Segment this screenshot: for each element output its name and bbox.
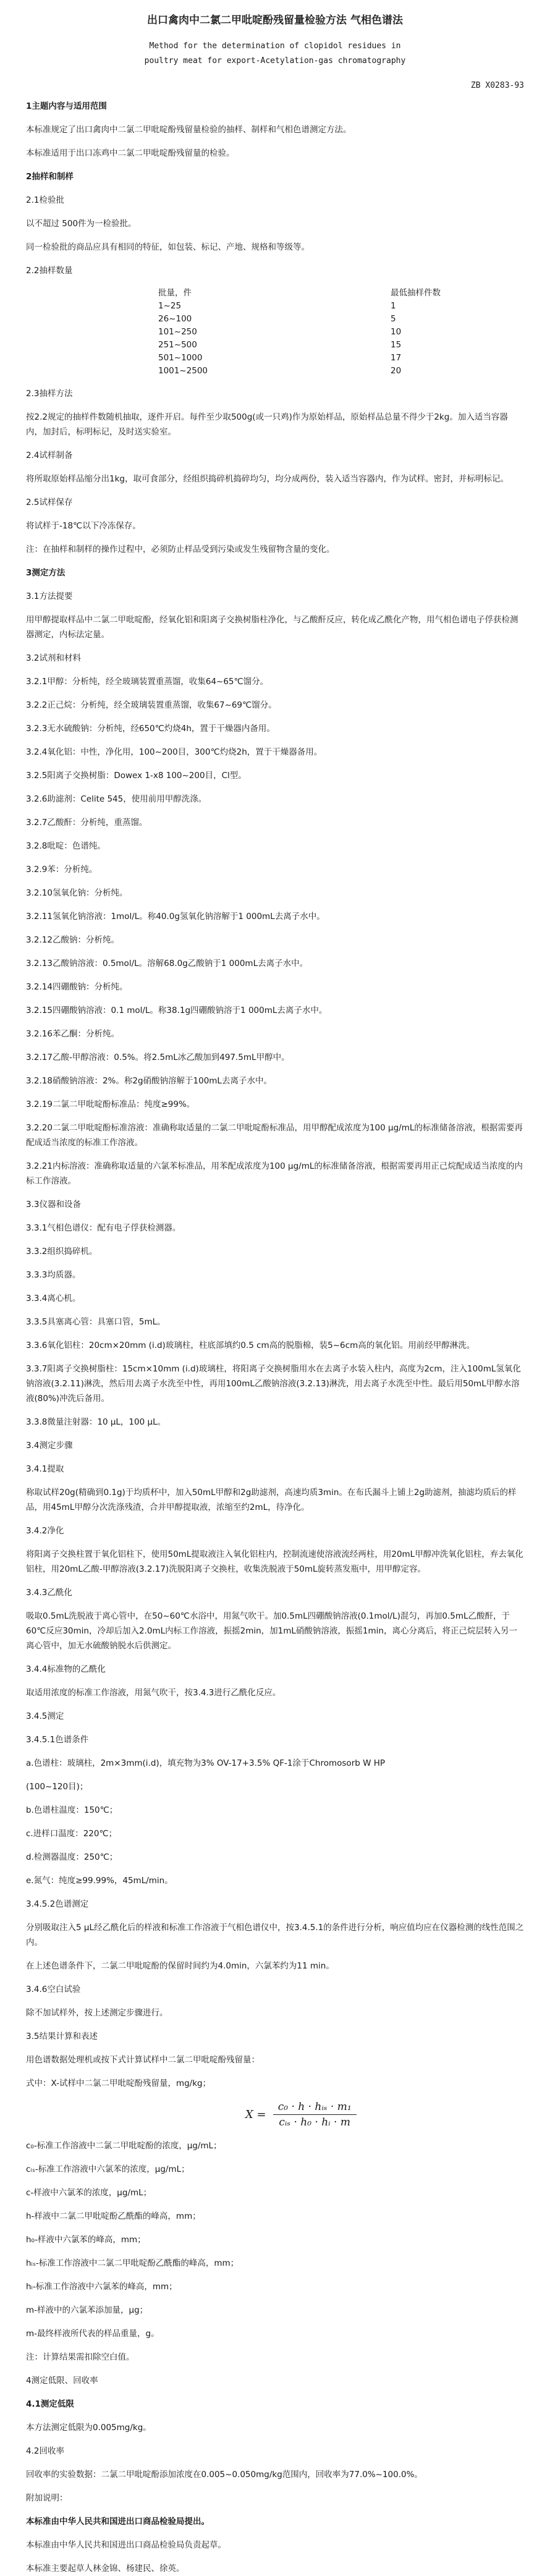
table-cell: 101~250 (158, 327, 197, 337)
variable-definition: hᵢ-标准工作溶液中六氯苯的峰高，mm； (26, 2282, 177, 2292)
paragraph: 以不超过 500件为一检验批。 (26, 219, 137, 229)
reagent-item: 3.2.4氧化铝：中性，净化用，100~200目，300℃灼烧2h，置于干燥器备用。 (26, 747, 323, 757)
reagent-item: 3.2.1甲醇：分析纯，经全玻璃装置重蒸馏，收集64~65℃馏分。 (26, 677, 269, 687)
table-header-row (156, 287, 443, 300)
table-row (156, 313, 443, 326)
reagent-item: 3.2.20二氯二甲吡啶酚标准溶液：准确称取适量的二氯二甲吡啶酚标准品，用甲醇配成浓度为100 μg/mL的标准储备溶液，根据需要再配成适当浓度的标准工作溶液。 (26, 1123, 523, 1148)
paragraph: 3.5结果计算和表述 (26, 2032, 98, 2041)
condition-item: 3.4.5.2色谱测定 (26, 1899, 89, 1909)
formula-denominator: cᵢₛ · h₀ · hᵢ · m (279, 2116, 350, 2129)
paragraph: 同一检验批的商品应具有相同的特征，如包装、标记、产地、规格和等级等。 (26, 242, 310, 252)
variable-definition: cᵢₛ-标准工作溶液中六氯苯的浓度，μg/mL； (26, 2164, 190, 2174)
reagent-item: 3.2.2正己烷：分析纯，经全玻璃装置重蒸馏，收集67~69℃馏分。 (26, 700, 277, 710)
english-title (26, 39, 524, 69)
apparatus-item: 3.3.3均质器。 (26, 1270, 81, 1280)
paragraph: 按2.2规定的抽样件数随机抽取，逐件开启。每件至少取500g(或一只鸡)作为原始样品，原始样品总量不得少于2kg。加入适当容器内，加封后，标明标记，及时送实验室。 (26, 412, 508, 437)
paragraph: 本标准适用于出口冻鸡中二氯二甲吡啶酚残留量的检验。 (26, 148, 235, 158)
subsection-heading: 3.4.5.1色谱条件 (26, 1735, 89, 1745)
reagent-item: 3.2.5阳离子交换树脂：Dowex 1-x8 100~200目，Cl型。 (26, 771, 247, 781)
sample-quantity-table (156, 287, 443, 378)
apparatus-item: 3.3.6氧化铝柱：20cm×20mm (i.d)玻璃柱，柱底部填约0.5 cm高的脱脂棉，装5~6cm高的氧化铝。用前经甲醇淋洗。 (26, 1341, 475, 1350)
paragraph: 本标准由中华人民共和国进出口商品检验局负责起草。 (26, 2540, 226, 2550)
reagent-item: 3.2.13乙酸钠溶液：0.5mol/L。溶解68.0g乙酸钠于1 000mL去离子水中。 (26, 959, 308, 968)
subsection-heading: 3.1方法提要 (26, 591, 73, 601)
section-heading: 4.1测定低限 (26, 2399, 74, 2409)
note: 4测定低限、回收率 (26, 2376, 98, 2386)
subsection-heading: 2.1检验批 (26, 195, 64, 205)
variable-definition: hᵢₛ-标准工作溶液中二氯二甲吡啶酚乙酰酯的峰高，mm； (26, 2258, 239, 2268)
subsection-heading: 2.2抽样数量 (26, 266, 73, 276)
reagent-item: 3.2.17乙酸-甲醇溶液：0.5%。将2.5mL冰乙酸加到497.5mL甲醇中。 (26, 1053, 290, 1062)
variable-definition: m-最终样液所代表的样品重量，g。 (26, 2329, 159, 2339)
table-row (156, 365, 443, 378)
reagent-item: 3.2.16苯乙酮：分析纯。 (26, 1029, 119, 1039)
table-cell: 251~500 (158, 340, 197, 350)
table-row (156, 352, 443, 365)
subsection-heading: 用色谱数据处理机或按下式计算试样中二氯二甲吡啶酚残留量： (26, 2055, 260, 2065)
reagent-item: 3.2.12乙酸钠：分析纯。 (26, 935, 119, 945)
condition-item: (100~120目)； (26, 1782, 88, 1792)
condition-item: c.进样口温度：220℃； (26, 1829, 117, 1839)
paragraph: 3.4.3乙酰化 (26, 1588, 72, 1598)
variable-definition: h-样液中二氯二甲吡啶酚乙酰酯的峰高，mm； (26, 2211, 201, 2221)
variable-definition: h₀-样液中六氯苯的峰高，mm； (26, 2235, 146, 2245)
reagent-item: 3.3仪器和设备 (26, 1200, 81, 1210)
apparatus-item: 3.3.2组织捣碎机。 (26, 1247, 98, 1256)
subsection-heading: 3.3.1气相色谱仪：配有电子俘获检测器。 (26, 1223, 181, 1233)
reagent-item: 3.2.10氢氧化钠：分析纯。 (26, 888, 128, 898)
english-title-line-1: Method for the determination of clopidol residues in (149, 41, 401, 51)
subsection-heading: 除不加试样外，按上述测定步骤进行。 (26, 2008, 168, 2018)
reagent-item: 3.2.9苯：分析纯。 (26, 865, 98, 875)
paragraph: 本标准主要起草人林金锦、杨建民、徐英。 (26, 2564, 185, 2574)
variable-definition: 注：计算结果需扣除空白值。 (26, 2352, 135, 2362)
subsection-heading: 吸取0.5mL洗脱液于离心管中，在50~60℃水浴中，用氮气吹干。加0.5mL四硼酸钠溶液(0.1mol/L)混匀，再加0.5mL乙酸酐，于60℃反应30min，冷却后加入2.0mL内标工作溶液，振摇2min，加1mL硝酸钠溶液，振摇1min，离心分离后，将正己烷层转入另一离心管中，加无水硫酸钠脱水后供测定。 (26, 1611, 517, 1651)
reagent-item: 3.2.6助滤剂：Celite 545，使用前用甲醇洗涤。 (26, 794, 207, 804)
table-cell: 5 (391, 314, 396, 324)
paragraph: 本标准规定了出口禽肉中二氯二甲吡啶酚残留量检验的抽样、制样和气相色谱测定方法。 (26, 125, 352, 135)
table-cell: 15 (391, 340, 402, 350)
table-row (156, 326, 443, 339)
subsection-heading: 将阳离子交换柱置于氧化铝柱下，使用50mL提取液注入氧化铝柱内，控制流速使溶液流经两柱，用20mL甲醇冲洗氧化铝柱，弃去氧化铝柱，用20mL乙酸-甲醇溶液(3.2.17)洗脱阳离子交换柱，收集洗脱液于50mL旋转蒸发瓶中，用甲醇定容。 (26, 1549, 523, 1574)
subsection-heading: 2.3抽样方法 (26, 389, 73, 399)
table-cell: 1001~2500 (158, 366, 208, 376)
note: 注：在抽样和制样的操作过程中，必须防止样品受到污染或发生残留物含量的变化。 (26, 544, 335, 554)
reagent-item: 3.2.3无水硫酸钠：分析纯，经650℃灼烧4h，置于干燥器内备用。 (26, 724, 275, 734)
condition-item: b.色谱柱温度：150℃； (26, 1805, 118, 1815)
paragraph: 式中：X-试样中二氯二甲吡啶酚残留量，mg/kg； (26, 2078, 211, 2088)
table-cell: 1 (391, 301, 396, 311)
subsection-heading: 回收率的实验数据：二氯二甲吡啶酚添加浓度在0.005~0.050mg/kg范围内，回收率为77.0%~100.0%。 (26, 2470, 423, 2480)
apparatus-item: 3.3.5具塞离心管：具塞口管，5mL。 (26, 1317, 166, 1327)
subsection-heading: 称取试样20g(精确到0.1g)于均质杯中，加入50mL甲醇和2g助滤剂，高速均质3min。在布氏漏斗上铺上2g助滤剂，抽滤均质后的样品，用45mL甲醇分次洗涤残渣，合并甲醇提取液，浓缩至约2mL，待净化。 (26, 1488, 517, 1512)
variable-definition: m-样液中的六氯苯添加量，μg； (26, 2305, 148, 2315)
paragraph: 在上述色谱条件下，二氯二甲吡啶酚的保留时间约为4.0min，六氯苯约为11 min。 (26, 1961, 334, 1971)
subsection-heading: 3.4.1提取 (26, 1464, 64, 1474)
section-heading: 1主题内容与适用范围 (26, 101, 107, 111)
subsection-heading: 2.5试样保存 (26, 498, 73, 507)
subsection-heading: 3.2试剂和材料 (26, 653, 81, 663)
apparatus-item: 3.3.7阳离子交换树脂柱：15cm×10mm (i.d)玻璃柱，将阳离子交换树脂用水在去离子水装入柱内，高度为2cm，注入100mL氢氧化钠溶液(3.2.11)淋洗，然后用去离子水洗至中性，再用100mL乙酸钠溶液(3.2.13)淋洗，用去离子水洗至中性。最后用50mL甲醇水溶液(80%)冲洗后备用。 (26, 1364, 521, 1404)
reagent-item: 3.2.19二氯二甲吡啶酚标准品：纯度≥99%。 (26, 1099, 195, 1109)
paragraph: 用甲醇提取样品中二氯二甲吡啶酚，经氧化铝和阳离子交换树脂柱净化，与乙酸酐反应，转化成乙酰化产物，用气相色谱电子俘获检测器测定，内标法定量。 (26, 615, 518, 640)
table-row (156, 339, 443, 352)
table-cell: 1~25 (158, 301, 182, 311)
reagent-item: 3.2.18硝酸钠溶液：2%。称2g硝酸钠溶解于100mL去离子水中。 (26, 1076, 272, 1086)
reagent-item: 3.2.15四硼酸钠溶液：0.1 mol/L。称38.1g四硼酸钠溶于1 000mL去离子水中。 (26, 1006, 328, 1015)
subsection-heading: a.色谱柱：玻璃柱，2m×3mm(i.d)，填充物为3% OV-17+3.5% QF-1涂于Chromosorb W HP (26, 1758, 386, 1768)
subsection-heading: 2.4试样制备 (26, 451, 73, 460)
apparatus-item: 3.3.8微量注射器：10 μL，100 μL。 (26, 1417, 166, 1427)
table-header-cell: 批量，件 (158, 288, 192, 298)
subsection-heading: 分别吸取注入5 μL经乙酰化后的样液和标准工作溶液于气相色谱仪中，按3.4.5.1的条件进行分析，响应值均应在仪器检测的线性范围之内。 (26, 1923, 524, 1947)
paragraph: 3.4.5测定 (26, 1711, 64, 1721)
condition-item: e.氮气：纯度≥99.99%，45mL/min。 (26, 1876, 173, 1886)
variable-definition: c₀-标准工作溶液中二氯二甲吡啶酚的浓度，μg/mL； (26, 2141, 222, 2151)
reagent-item: 3.2.21内标溶液：准确称取适量的六氯苯标准品，用苯配成浓度为100 μg/mL的标准储备溶液，根据需要再用正己烷配成适当浓度的内标工作溶液。 (26, 1161, 523, 1186)
formula-lhs: X = (245, 2108, 266, 2121)
table-cell: 17 (391, 353, 402, 363)
paragraph: 将所取原始样品缩分出1kg，取可食部分，经组织捣碎机捣碎均匀，均分成两份，装入适当容器内，作为试样。密封，并标明标记。 (26, 474, 509, 484)
apparatus-item: 3.4测定步骤 (26, 1441, 73, 1451)
table-cell: 10 (391, 327, 402, 337)
table-row (156, 300, 443, 313)
paragraph: 附加说明： (26, 2493, 68, 2503)
reagent-item: 3.2.11氢氧化钠溶液：1mol/L。称40.0g氢氧化钠溶解于1 000mL去离子水中。 (26, 912, 325, 922)
section-heading: 3测定方法 (26, 568, 66, 578)
reagent-item: 3.2.14四硼酸钠：分析纯。 (26, 982, 128, 992)
calculation-formula (245, 2099, 524, 2130)
section-heading: 2抽样和制样 (26, 172, 74, 182)
reagent-item: 3.2.7乙酸酐：分析纯，重蒸馏。 (26, 818, 148, 828)
apparatus-item: 3.3.4离心机。 (26, 1294, 81, 1303)
additional-notes-heading: 本标准由中华人民共和国进出口商品检验局提出。 (26, 2517, 209, 2527)
paragraph: 3.4.2净化 (26, 1526, 64, 1536)
english-title-line-2: poultry meat for export-Acetylation-gas chromatography (144, 56, 406, 66)
subsection-heading: 取适用浓度的标准工作溶液，用氮气吹干，按3.4.3进行乙酰化反应。 (26, 1688, 281, 1698)
paragraph: 3.4.6空白试验 (26, 1985, 81, 1994)
document-title: 出口禽肉中二氯二甲吡啶酚残留量检验方法 气相色谱法 (147, 14, 403, 27)
table-header-cell: 最低抽样件数 (391, 288, 441, 298)
variable-definition: c-样液中六氯苯的浓度，μg/mL； (26, 2188, 152, 2198)
formula-numerator: c₀ · h · hᵢₛ · m₁ (273, 2099, 357, 2115)
standard-code: ZB X0283-93 (470, 81, 524, 90)
paragraph: 3.4.4标准物的乙酰化 (26, 1664, 106, 1674)
subsection-heading: 本方法测定低限为0.005mg/kg。 (26, 2423, 151, 2433)
table-cell: 26~100 (158, 314, 192, 324)
paragraph: 4.2回收率 (26, 2446, 64, 2456)
table-cell: 501~1000 (158, 353, 203, 363)
formula-fraction (273, 2099, 357, 2130)
table-cell: 20 (391, 366, 402, 376)
paragraph: 将试样于-18℃以下冷冻保存。 (26, 521, 141, 531)
reagent-item: 3.2.8吡啶：色谱纯。 (26, 841, 106, 851)
condition-item: d.检测器温度：250℃； (26, 1852, 118, 1862)
